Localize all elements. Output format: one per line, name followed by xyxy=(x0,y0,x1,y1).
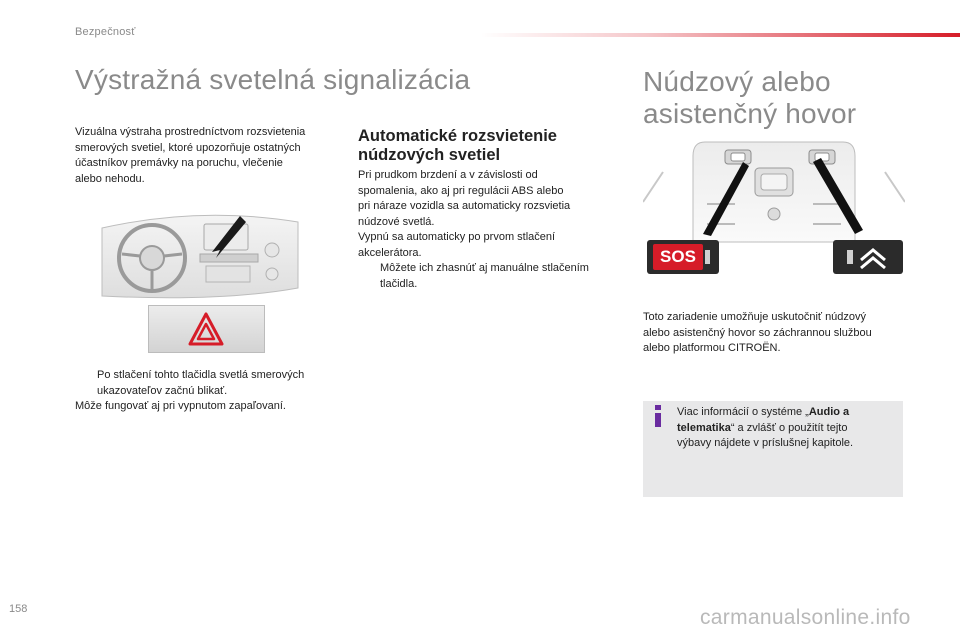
body-line: Pri prudkom brzdení a v závislosti od xyxy=(358,169,538,181)
bullet-line: tlačidla. xyxy=(380,277,418,290)
emergency-call-title xyxy=(643,66,856,130)
info-text xyxy=(677,405,892,452)
bullet-line: Môžete ich zhasnúť aj manuálne stlačením xyxy=(380,262,589,274)
info-fragment: Viac informácií o systéme „ xyxy=(677,406,809,418)
hazard-button-illustration xyxy=(148,305,265,353)
info-bold-fragment: telematika xyxy=(677,421,731,434)
sos-button-label: SOS xyxy=(653,244,703,270)
sos-console-illustration xyxy=(643,132,905,302)
hazard-triangle-icon xyxy=(149,306,264,352)
intro-line: alebo nehodu. xyxy=(75,172,145,185)
hazard-instructions xyxy=(75,368,350,415)
intro-line: smerových svetiel, ktoré upozorňuje ostatných xyxy=(75,141,301,154)
sos-led-icon xyxy=(705,250,710,264)
emergency-call-body xyxy=(643,310,908,357)
body-line: alebo platformou CITROËN. xyxy=(643,342,781,354)
dashboard-illustration xyxy=(100,210,300,302)
page-number: 158 xyxy=(9,603,28,615)
watermark: carmanualsonline.info xyxy=(700,606,911,629)
title-line: Automatické rozsvietenie xyxy=(358,127,557,145)
bullet-line: Po stlačení tohto tlačidla svetlá smerových xyxy=(97,369,305,381)
bullet-item xyxy=(75,368,350,399)
title-line: asistenčný hovor xyxy=(643,98,857,129)
section-label: Bezpečnosť xyxy=(75,26,136,38)
info-line xyxy=(677,421,892,437)
title-line: núdzových svetiel xyxy=(358,146,501,164)
hazard-lights-title: Výstražná svetelná signalizácia xyxy=(75,64,471,95)
intro-line: Vizuálna výstraha prostredníctvom rozsvietenia xyxy=(75,126,306,138)
ignition-note: Môže fungovať aj pri vypnutom zapaľovaní. xyxy=(75,400,286,412)
ceiling-console-drawing xyxy=(643,132,905,302)
body-line: Vypnú sa automaticky po prvom stlačení xyxy=(358,231,556,243)
info-icon xyxy=(653,405,663,427)
info-line xyxy=(677,405,892,421)
title-line: Núdzový alebo xyxy=(643,66,831,97)
body-line: spomalenia, ako aj pri regulácii ABS alebo xyxy=(358,184,564,197)
body-line: Toto zariadenie umožňuje uskutočniť núdzový xyxy=(643,311,867,323)
body-line: akcelerátora. xyxy=(358,246,422,259)
hazard-intro xyxy=(75,125,345,187)
info-line: výbavy nájdete v príslušnej kapitole. xyxy=(677,437,854,449)
header-accent-bar xyxy=(480,33,960,37)
bullet-line: ukazovateľov začnú blikať. xyxy=(97,384,228,397)
info-bold-fragment: Audio a xyxy=(808,406,850,418)
body-line: pri náraze vozidla sa automaticky rozsvietia xyxy=(358,200,571,212)
body-line: alebo asistenčný hovor so záchrannou službou xyxy=(643,326,872,339)
body-line: núdzové svetlá. xyxy=(358,215,435,228)
intro-line: účastníkov premávky na poruchu, vlečenie xyxy=(75,157,283,169)
info-fragment: “ a zvlášť o použitít tejto xyxy=(730,421,848,434)
auto-hazard-title xyxy=(358,127,557,165)
auto-hazard-body xyxy=(358,168,628,292)
bullet-item xyxy=(358,261,628,292)
